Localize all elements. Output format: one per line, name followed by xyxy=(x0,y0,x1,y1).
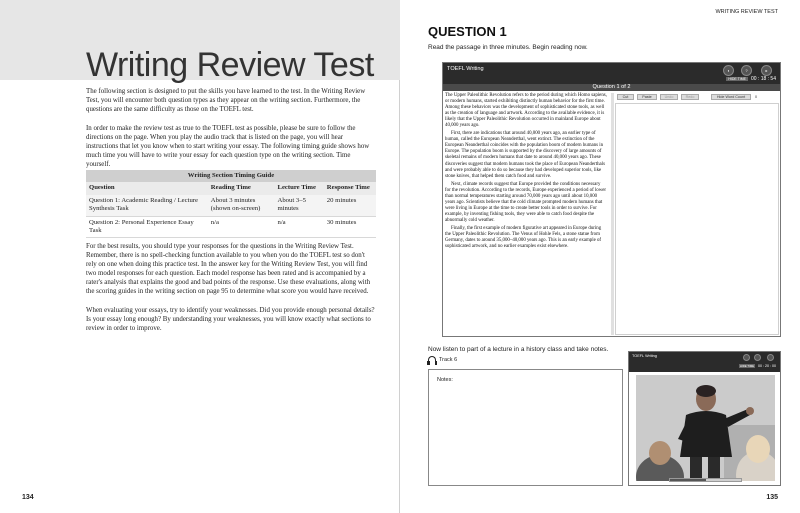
paste-button[interactable]: Paste xyxy=(637,94,657,100)
table-cell: About 3–5 minutes xyxy=(274,195,323,216)
table-header: Lecture Time xyxy=(274,182,323,194)
notes-label: Notes: xyxy=(437,377,453,383)
track-label: Track 6 xyxy=(439,356,458,363)
volume-button[interactable] xyxy=(723,65,734,76)
next-button[interactable] xyxy=(761,65,772,76)
running-head: WRITING REVIEW TEST xyxy=(715,9,778,15)
paragraph: For the best results, you should type your responses for the questions in the Writing Review Test. Remember, there is no spell-checking function available to you when you do the TOEFL test so don't rely on one when doing this practice test. In the answer key for the Writing Review Test, you will find two model responses for each question. Each model response has been rated and is accompanied by a rater's analysis that explains the good and bad points of the response. Use these evaluations, along with the scoring guides in the writing section on page 95 to determine what score you would have received. xyxy=(86,243,371,296)
editor-toolbar xyxy=(615,93,779,101)
timer-value: 00 : 18 : 54 xyxy=(750,76,776,82)
help-button[interactable] xyxy=(754,354,761,361)
lecture-screen-title: TOEFL Writing xyxy=(632,354,657,358)
lecture-timer-value: 00 : 20 : 00 xyxy=(758,364,776,368)
table-cell: Question 1: Academic Reading / Lecture Synthesis Task xyxy=(86,195,208,216)
passage-paragraph: First, there are indications that around 40,000 years ago, an earlier type of human, called the European Neanderthal, went extinct. The extinction of the European Neanderthal coincides with the population boom of modern humans in Europe. The population boom is supported by the discovery of large amounts of skeletal remains of modern humans that date to around 40,000 years ago. These discoveries suggest that modern humans took the place of European Neanderthals and were probably able to do so because they had developed superior tools, like stone knives, that helped them catch food and survive. xyxy=(445,131,605,179)
page-number-left: 134 xyxy=(22,494,34,501)
lecture-photo xyxy=(636,375,775,481)
table-row xyxy=(86,216,376,238)
volume-icon: ◖ xyxy=(727,68,730,73)
table-row xyxy=(86,195,376,216)
notes-box[interactable] xyxy=(428,369,623,486)
table-header: Question xyxy=(86,182,208,194)
undo-button[interactable]: Undo xyxy=(660,94,678,100)
lecture-progress-bar xyxy=(669,478,742,482)
passage-scrollbar[interactable] xyxy=(611,93,614,335)
timing-guide-table xyxy=(86,170,376,238)
cut-button[interactable]: Cut xyxy=(617,94,634,100)
table-cell: 30 minutes xyxy=(324,216,376,238)
lecture-screen-header xyxy=(629,352,780,372)
redo-button[interactable]: Redo xyxy=(681,94,699,100)
audio-track xyxy=(428,356,457,363)
hide-time-button[interactable]: HIDE TIME xyxy=(728,76,746,81)
headphones-icon xyxy=(428,356,436,363)
intro-paragraph xyxy=(86,87,376,118)
table-header: Response Time xyxy=(324,182,376,194)
table-cell: About 3 minutes (shown on-screen) xyxy=(208,195,275,216)
table-cell: Question 2: Personal Experience Essay Task xyxy=(86,216,208,238)
help-icon: ? xyxy=(745,68,748,73)
table-cell: 20 minutes xyxy=(324,195,376,216)
table-header-row xyxy=(86,182,376,194)
help-button[interactable] xyxy=(741,65,752,76)
hide-time-button[interactable]: HIDE TIME xyxy=(739,364,755,369)
table-cell: n/a xyxy=(208,216,275,238)
question-heading: QUESTION 1 xyxy=(428,24,507,39)
paragraph: The following section is designed to put the skills you have learned to the test. In the Writing Review Test, you will encounter both question types as they appear on the writing section. Furthermore, the questions are the same difficulty as those on the TOEFL test. xyxy=(86,88,366,114)
screen-title: TOEFL Writing xyxy=(447,66,484,72)
passage-paragraph: Finally, the first example of modern figurative art appeared in Europe during the Upper Paleolithic Revolution. The Venus of Hohle Fels, a stone statue from Germany, dates to around 35,000–40,000 years ago. This is an early example of sophisticated artwork, and no earlier examples exist elsewhere. xyxy=(445,225,602,250)
table-cell: n/a xyxy=(274,216,323,238)
volume-button[interactable] xyxy=(743,354,750,361)
hide-word-count-button[interactable]: Hide Word Count xyxy=(711,94,751,100)
lecture-screen xyxy=(628,351,781,486)
paragraph: When evaluating your essays, try to identify your weaknesses. Did you provide enough personal details? Is your essay long enough? By understanding your weaknesses, you will know exactly what sections to review in order to improve. xyxy=(86,307,375,333)
next-arrow-icon: ▸ xyxy=(765,68,768,73)
passage-paragraph: The Upper Paleolithic Revolution refers to the period during which Homo sapiens, or modern humans, started exhibiting distinctly human behavior for the first time. Among these behaviors was the development of sophisticated stone tools, as well as the creation of language and artwork. According to the available evidence, it is likely that the Upper Paleolithic Revolution occurred in mainland Europe about 40,000 years ago. xyxy=(445,93,607,129)
table-caption: Writing Section Timing Guide xyxy=(86,170,376,182)
question-counter: Question 1 of 2 xyxy=(443,84,780,91)
listening-instruction: Now listen to part of a lecture in a history class and take notes. xyxy=(428,346,609,353)
directions-paragraph xyxy=(86,124,376,173)
next-button[interactable] xyxy=(767,354,774,361)
reading-instruction: Read the passage in three minutes. Begin reading now. xyxy=(428,44,588,51)
lecturer-illustration xyxy=(636,375,775,481)
essay-editor[interactable] xyxy=(615,103,779,335)
lecture-timer xyxy=(739,364,776,368)
evaluation-paragraph xyxy=(86,306,376,337)
timer xyxy=(726,76,776,82)
page-number-right: 135 xyxy=(766,494,778,501)
word-count-value: 0 xyxy=(755,95,758,99)
screen-header xyxy=(443,63,780,84)
passage-paragraph: Next, climate records suggest that Europe provided the conditions necessary for the revolution. According to the records, Europe experienced a period of lower than normal temperatures starting around 70,000 years ago until about 10,000 years ago. Scientists believe that the cold climate prompted modern humans that were living in Europe at the time to create better tools in order to survive. For example, by inventing fishing tools, they were able to catch food despite the abnormally cold weather. xyxy=(445,181,607,223)
reading-passage xyxy=(445,93,611,335)
toefl-writing-screen xyxy=(442,62,781,337)
lecture-progress-fill xyxy=(670,479,706,481)
page-title: Writing Review Test xyxy=(86,46,374,84)
paragraph: In order to make the review test as true to the TOEFL test as possible, please be sure to follow the directions on the page. When you play the audio track that is listed on the page, you will hear instructions that let you know when to start writing your essay. The following timing guide shows how much time you will have to write your essay for each question type on the writing section. Time yourself. xyxy=(86,125,370,169)
right-page xyxy=(400,0,800,513)
table-header: Reading Time xyxy=(208,182,275,194)
results-paragraph xyxy=(86,242,376,301)
